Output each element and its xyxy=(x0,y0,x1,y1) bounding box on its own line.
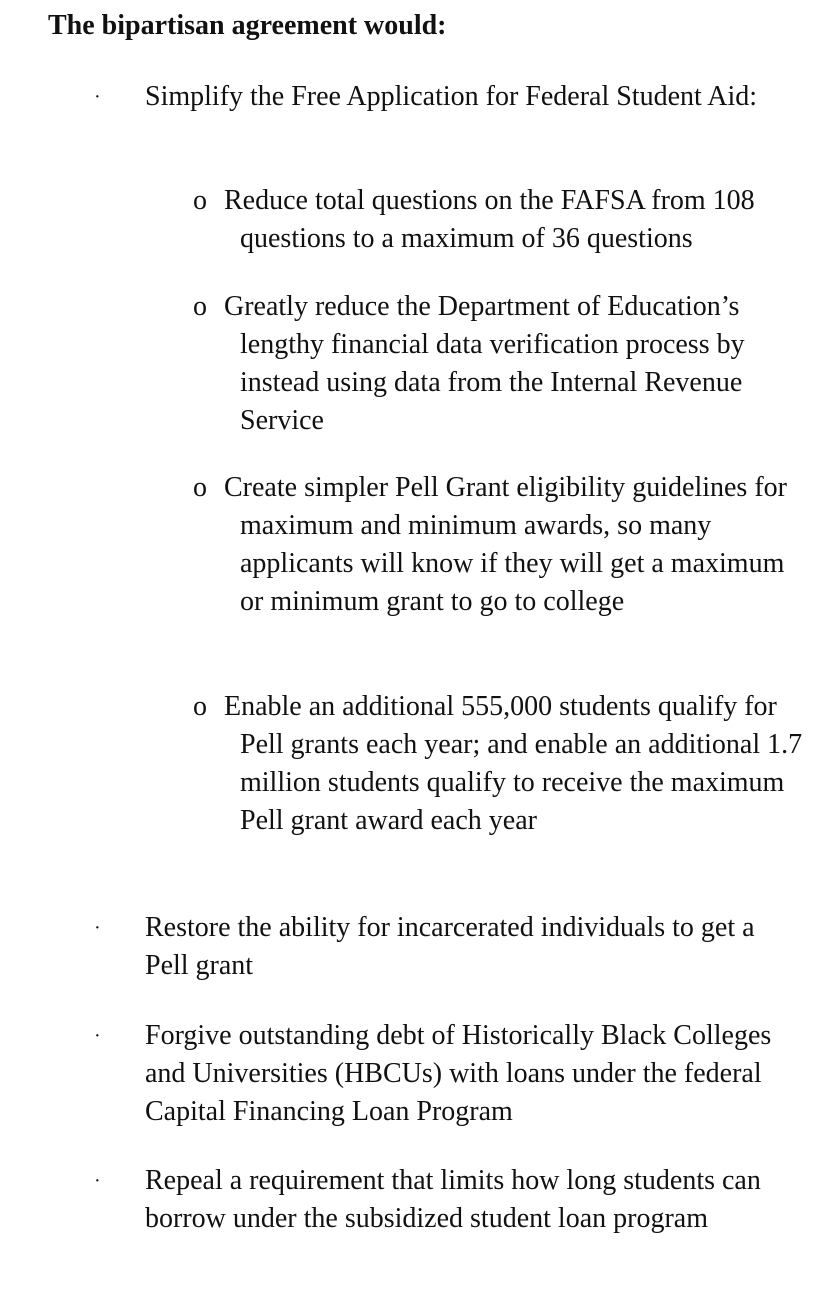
bullet-text: Restore the ability for incarcerated individuals to get a Pell grant xyxy=(145,912,755,981)
sub-item-text: Greatly reduce the Department of Education’s lengthy financial data verification process by instead using data from the Internal Revenue Service xyxy=(224,291,745,436)
sub-item-text: Create simpler Pell Grant eligibility guidelines for maximum and minimum awards, so many applicants will know if they will get a maximum or minimum grant to go to college xyxy=(224,472,787,617)
sub-item-text: Enable an additional 555,000 students qualify for Pell grants each year; and enable an additional 1.7 million students qualify to receive the maximum Pell grant award each year xyxy=(224,691,803,836)
circle-bullet-icon: o xyxy=(193,472,207,503)
bullet-dot-icon: · xyxy=(94,917,101,939)
bullet-dot-icon: · xyxy=(94,86,101,108)
bullet-dot-icon: · xyxy=(94,1170,101,1192)
bullet-text: Repeal a requirement that limits how long students can borrow under the subsidized student loan program xyxy=(145,1165,761,1234)
circle-bullet-icon: o xyxy=(193,691,207,722)
bullet-text: Simplify the Free Application for Federal Student Aid: xyxy=(145,81,758,112)
circle-bullet-icon: o xyxy=(193,185,207,216)
circle-bullet-icon: o xyxy=(193,291,207,322)
bullet-dot-icon: · xyxy=(94,1025,101,1047)
sub-item-text: Reduce total questions on the FAFSA from 108 questions to a maximum of 36 questions xyxy=(224,185,755,254)
bullet-text: Forgive outstanding debt of Historically Black Colleges and Universities (HBCUs) with loans under the federal Capital Financing Loan Program xyxy=(145,1020,772,1127)
document-heading: The bipartisan agreement would: xyxy=(48,10,447,41)
